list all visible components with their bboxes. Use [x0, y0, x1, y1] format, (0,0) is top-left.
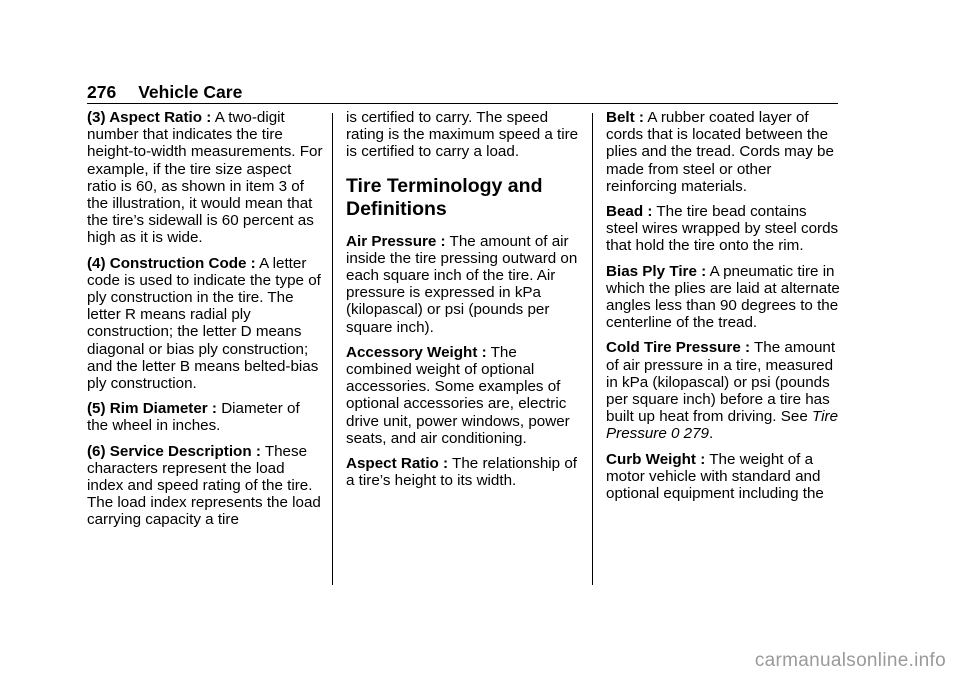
paragraph-aspect-ratio: [346, 455, 582, 489]
paragraph-construction-code: [87, 255, 325, 393]
term: Belt :: [606, 109, 644, 126]
definition: Diameter of the wheel in inches.: [87, 400, 300, 435]
term: Curb Weight :: [606, 450, 706, 468]
term: Air Pressure :: [346, 232, 446, 250]
paragraph-accessory-weight: [346, 344, 582, 447]
term: (4) Construction Code :: [87, 254, 256, 272]
term: (6) Service Description :: [87, 442, 261, 460]
paragraph-curb-weight: [606, 451, 842, 503]
watermark: carmanualsonline.info: [754, 650, 946, 671]
term: (3) Aspect Ratio :: [87, 109, 212, 126]
definition: A two-digit number that indicates the tire height-to-width measurements. For example, if the tire size aspect ratio is 60, as shown in item 3 of the illustration, it would mean that the tire’s sidewall is 60 percent as high as it is wide.: [87, 109, 323, 247]
paragraph-cold-tire-pressure: [606, 339, 842, 442]
term: Bias Ply Tire :: [606, 262, 707, 280]
column-3: [606, 109, 842, 510]
paragraph-bead: [606, 203, 842, 255]
section-heading: Tire Terminology and Definitions: [346, 174, 543, 220]
period: .: [709, 425, 714, 443]
paragraph-air-pressure: [346, 233, 582, 336]
paragraph-bias-ply-tire: [606, 263, 842, 332]
column-1: [87, 109, 325, 537]
paragraph-aspect-ratio-3: [87, 109, 325, 247]
paragraph-continued: is certified to carry. The speed rating is the maximum speed a tire is certified to carry a load.: [346, 109, 579, 161]
definition: The amount of air inside the tire pressing outward on each square inch of the tire. Air pressure is expressed in kPa (kilopascal) or psi (pounds per square inch).: [346, 232, 578, 336]
definition: The tire bead contains steel wires wrapped by steel cords that hold the tire onto the rim.: [606, 203, 839, 255]
cross-reference-link[interactable]: Tire Pressure 0 279: [606, 408, 839, 443]
page-number: 276: [87, 82, 117, 102]
definition: A rubber coated layer of cords that is located between the plies and the tread. Cords may be made from steel or other reinforcing materials.: [606, 109, 834, 195]
definition: A pneumatic tire in which the plies are laid at alternate angles less than 90 degrees to the centerline of the tread.: [606, 262, 840, 332]
term: (5) Rim Diameter :: [87, 400, 217, 418]
column-divider-1: [332, 113, 333, 585]
term: Cold Tire Pressure :: [606, 339, 751, 357]
column-2: [346, 109, 582, 497]
term: Bead :: [606, 203, 653, 221]
definition: The weight of a motor vehicle with standard and optional equipment including the: [606, 450, 824, 503]
definition: A letter code is used to indicate the type of ply construction in the tire. The letter R means radial ply construction; the letter D means diagonal or bias ply construction; and the letter B means belted-bias ply construction.: [87, 254, 321, 393]
paragraph-belt: [606, 109, 842, 195]
header-rule: [87, 103, 838, 104]
paragraph-rim-diameter: [87, 400, 325, 434]
term: Aspect Ratio :: [346, 455, 449, 473]
term: Accessory Weight :: [346, 343, 487, 361]
definition: The amount of air pressure in a tire, measured in kPa (kilopascal) or psi (pounds per square inch) before a tire has built up heat from driving. See: [606, 339, 836, 426]
definition: These characters represent the load index and speed rating of the tire. The load index represents the load carrying capacity a tire: [87, 442, 321, 529]
paragraph-service-description: [87, 443, 325, 529]
definition: The combined weight of optional accessories. Some examples of optional accessories are, electric drive unit, power windows, power seats, and air conditioning.: [346, 343, 570, 447]
definition: The relationship of a tire’s height to its width.: [346, 455, 578, 490]
column-divider-2: [592, 113, 593, 585]
section-title-header: Vehicle Care: [138, 82, 243, 102]
